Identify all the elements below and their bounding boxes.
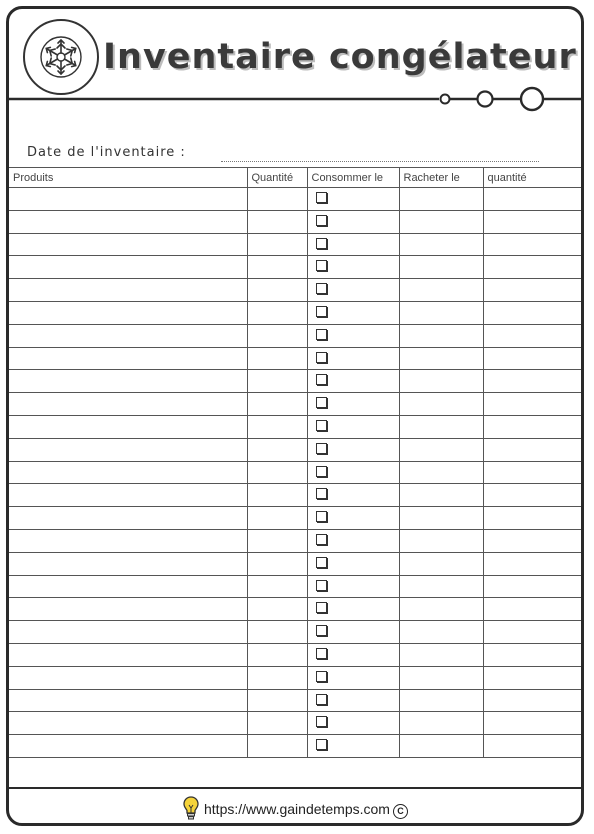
cell-racheter-le[interactable] (399, 393, 483, 416)
cell-produit[interactable] (9, 575, 247, 598)
cell-racheter-le[interactable] (399, 438, 483, 461)
cell-racheter-le[interactable] (399, 621, 483, 644)
cell-quantite-2[interactable] (483, 210, 581, 233)
cell-produit[interactable] (9, 689, 247, 712)
checkbox[interactable] (316, 374, 327, 385)
cell-quantite-2[interactable] (483, 712, 581, 735)
cell-consommer-le[interactable] (307, 324, 399, 347)
cell-quantite[interactable] (247, 461, 307, 484)
cell-consommer-le[interactable] (307, 279, 399, 302)
table-row (9, 643, 581, 666)
cell-produit[interactable] (9, 484, 247, 507)
cell-produit[interactable] (9, 210, 247, 233)
table-row (9, 415, 581, 438)
cell-quantite[interactable] (247, 621, 307, 644)
cell-consommer-le[interactable] (307, 370, 399, 393)
cell-racheter-le[interactable] (399, 279, 483, 302)
cell-consommer-le[interactable] (307, 256, 399, 279)
table-row (9, 233, 581, 256)
table-row (9, 575, 581, 598)
cell-quantite-2[interactable] (483, 689, 581, 712)
table-row (9, 666, 581, 689)
cell-consommer-le[interactable] (307, 415, 399, 438)
cell-quantite[interactable] (247, 301, 307, 324)
table-body (9, 188, 581, 758)
cell-consommer-le[interactable] (307, 735, 399, 758)
table-row (9, 735, 581, 758)
table-row (9, 552, 581, 575)
cell-quantite-2[interactable] (483, 301, 581, 324)
cell-quantite[interactable] (247, 370, 307, 393)
table-row (9, 256, 581, 279)
column-header-quantite: Quantité (247, 168, 307, 188)
cell-quantite[interactable] (247, 552, 307, 575)
cell-quantite[interactable] (247, 188, 307, 211)
cell-consommer-le[interactable] (307, 643, 399, 666)
cell-produit[interactable] (9, 393, 247, 416)
page-title: Inventaire congélateur (103, 37, 577, 77)
table-row (9, 347, 581, 370)
checkbox[interactable] (316, 215, 327, 226)
cell-quantite-2[interactable] (483, 507, 581, 530)
checkbox[interactable] (316, 580, 327, 591)
cell-quantite-2[interactable] (483, 370, 581, 393)
cell-consommer-le[interactable] (307, 598, 399, 621)
table-row (9, 507, 581, 530)
cell-quantite[interactable] (247, 689, 307, 712)
checkbox[interactable] (316, 397, 327, 408)
checkbox[interactable] (316, 192, 327, 203)
cell-consommer-le[interactable] (307, 712, 399, 735)
cell-quantite[interactable] (247, 256, 307, 279)
cell-racheter-le[interactable] (399, 507, 483, 530)
cell-racheter-le[interactable] (399, 666, 483, 689)
checkbox[interactable] (316, 306, 327, 317)
cell-produit[interactable] (9, 256, 247, 279)
table-header-row (9, 168, 581, 188)
cell-consommer-le[interactable] (307, 621, 399, 644)
cell-consommer-le[interactable] (307, 233, 399, 256)
cell-consommer-le[interactable] (307, 347, 399, 370)
checkbox[interactable] (316, 716, 327, 727)
cell-quantite-2[interactable] (483, 438, 581, 461)
checkbox[interactable] (316, 602, 327, 613)
checkbox[interactable] (316, 511, 327, 522)
column-header-produits: Produits (9, 168, 247, 188)
cell-quantite[interactable] (247, 279, 307, 302)
cell-quantite-2[interactable] (483, 347, 581, 370)
cell-consommer-le[interactable] (307, 188, 399, 211)
cell-quantite[interactable] (247, 735, 307, 758)
cell-quantite[interactable] (247, 393, 307, 416)
cell-quantite[interactable] (247, 598, 307, 621)
cell-produit[interactable] (9, 188, 247, 211)
checkbox[interactable] (316, 534, 327, 545)
checkbox[interactable] (316, 352, 327, 363)
cell-produit[interactable] (9, 370, 247, 393)
table-row (9, 689, 581, 712)
cell-quantite-2[interactable] (483, 598, 581, 621)
footer-url[interactable]: https://www.gaindetemps.com (204, 801, 390, 817)
cell-racheter-le[interactable] (399, 598, 483, 621)
cell-consommer-le[interactable] (307, 666, 399, 689)
cell-consommer-le[interactable] (307, 507, 399, 530)
cell-quantite-2[interactable] (483, 643, 581, 666)
column-header-quantite-2: quantité (483, 168, 581, 188)
cell-racheter-le[interactable] (399, 643, 483, 666)
cell-racheter-le[interactable] (399, 301, 483, 324)
cell-quantite[interactable] (247, 233, 307, 256)
cell-quantite-2[interactable] (483, 552, 581, 575)
checkbox[interactable] (316, 420, 327, 431)
cell-racheter-le[interactable] (399, 233, 483, 256)
table-row (9, 370, 581, 393)
table-row (9, 324, 581, 347)
cell-produit[interactable] (9, 598, 247, 621)
table-row (9, 301, 581, 324)
cell-quantite-2[interactable] (483, 233, 581, 256)
footer (9, 795, 581, 821)
cell-quantite[interactable] (247, 210, 307, 233)
cell-produit[interactable] (9, 552, 247, 575)
cell-quantite-2[interactable] (483, 256, 581, 279)
cell-quantite[interactable] (247, 347, 307, 370)
cell-consommer-le[interactable] (307, 210, 399, 233)
cell-produit[interactable] (9, 301, 247, 324)
cell-quantite-2[interactable] (483, 393, 581, 416)
cell-consommer-le[interactable] (307, 575, 399, 598)
table-row (9, 712, 581, 735)
checkbox[interactable] (316, 557, 327, 568)
cell-racheter-le[interactable] (399, 415, 483, 438)
cell-quantite[interactable] (247, 666, 307, 689)
cell-quantite[interactable] (247, 507, 307, 530)
cell-quantite-2[interactable] (483, 324, 581, 347)
cell-quantite-2[interactable] (483, 188, 581, 211)
cell-consommer-le[interactable] (307, 461, 399, 484)
cell-racheter-le[interactable] (399, 256, 483, 279)
cell-quantite-2[interactable] (483, 484, 581, 507)
cell-quantite[interactable] (247, 484, 307, 507)
cell-quantite-2[interactable] (483, 279, 581, 302)
table-row (9, 279, 581, 302)
table-row (9, 210, 581, 233)
checkbox[interactable] (316, 648, 327, 659)
checkbox[interactable] (316, 625, 327, 636)
cell-quantite[interactable] (247, 575, 307, 598)
cell-consommer-le[interactable] (307, 438, 399, 461)
checkbox[interactable] (316, 671, 327, 682)
cell-produit[interactable] (9, 438, 247, 461)
cell-racheter-le[interactable] (399, 735, 483, 758)
cell-quantite-2[interactable] (483, 415, 581, 438)
cell-consommer-le[interactable] (307, 529, 399, 552)
table-row (9, 598, 581, 621)
cell-produit[interactable] (9, 666, 247, 689)
cell-produit[interactable] (9, 324, 247, 347)
cell-racheter-le[interactable] (399, 529, 483, 552)
table-row (9, 461, 581, 484)
cell-produit[interactable] (9, 621, 247, 644)
lightbulb-icon (182, 795, 200, 821)
cell-produit[interactable] (9, 712, 247, 735)
cell-racheter-le[interactable] (399, 575, 483, 598)
cell-produit[interactable] (9, 507, 247, 530)
checkbox[interactable] (316, 466, 327, 477)
checkbox[interactable] (316, 694, 327, 705)
date-label: Date de l'inventaire : (27, 145, 186, 160)
cell-produit[interactable] (9, 529, 247, 552)
cell-consommer-le[interactable] (307, 301, 399, 324)
cell-quantite[interactable] (247, 415, 307, 438)
cell-consommer-le[interactable] (307, 393, 399, 416)
checkbox[interactable] (316, 443, 327, 454)
checkbox[interactable] (316, 488, 327, 499)
table-row (9, 438, 581, 461)
checkbox[interactable] (316, 238, 327, 249)
table-row (9, 188, 581, 211)
cell-quantite[interactable] (247, 529, 307, 552)
cell-quantite-2[interactable] (483, 575, 581, 598)
checkbox[interactable] (316, 739, 327, 750)
cell-produit[interactable] (9, 643, 247, 666)
cell-produit[interactable] (9, 347, 247, 370)
checkbox[interactable] (316, 329, 327, 340)
footer-divider (9, 787, 581, 789)
cell-quantite-2[interactable] (483, 621, 581, 644)
checkbox[interactable] (316, 283, 327, 294)
cell-quantite[interactable] (247, 438, 307, 461)
cell-quantite[interactable] (247, 712, 307, 735)
cell-consommer-le[interactable] (307, 689, 399, 712)
column-header-consommer-le: Consommer le (307, 168, 399, 188)
cell-racheter-le[interactable] (399, 324, 483, 347)
cell-produit[interactable] (9, 415, 247, 438)
cell-produit[interactable] (9, 461, 247, 484)
table-row (9, 621, 581, 644)
cell-produit[interactable] (9, 279, 247, 302)
cell-racheter-le[interactable] (399, 712, 483, 735)
cell-racheter-le[interactable] (399, 461, 483, 484)
inventory-table (9, 167, 581, 758)
copyright-icon: C (393, 804, 408, 819)
cell-racheter-le[interactable] (399, 210, 483, 233)
date-field[interactable] (221, 161, 539, 162)
cell-produit[interactable] (9, 735, 247, 758)
cell-quantite-2[interactable] (483, 529, 581, 552)
checkbox[interactable] (316, 260, 327, 271)
cell-consommer-le[interactable] (307, 484, 399, 507)
header-divider (9, 83, 581, 119)
cell-racheter-le[interactable] (399, 188, 483, 211)
page-frame (6, 6, 584, 826)
cell-quantite[interactable] (247, 324, 307, 347)
cell-quantite[interactable] (247, 643, 307, 666)
column-header-racheter-le: Racheter le (399, 168, 483, 188)
table-row (9, 529, 581, 552)
cell-racheter-le[interactable] (399, 689, 483, 712)
table-row (9, 484, 581, 507)
cell-produit[interactable] (9, 233, 247, 256)
cell-quantite-2[interactable] (483, 666, 581, 689)
cell-quantite-2[interactable] (483, 461, 581, 484)
cell-racheter-le[interactable] (399, 370, 483, 393)
cell-racheter-le[interactable] (399, 552, 483, 575)
cell-racheter-le[interactable] (399, 484, 483, 507)
table-row (9, 393, 581, 416)
cell-quantite-2[interactable] (483, 735, 581, 758)
cell-racheter-le[interactable] (399, 347, 483, 370)
cell-consommer-le[interactable] (307, 552, 399, 575)
